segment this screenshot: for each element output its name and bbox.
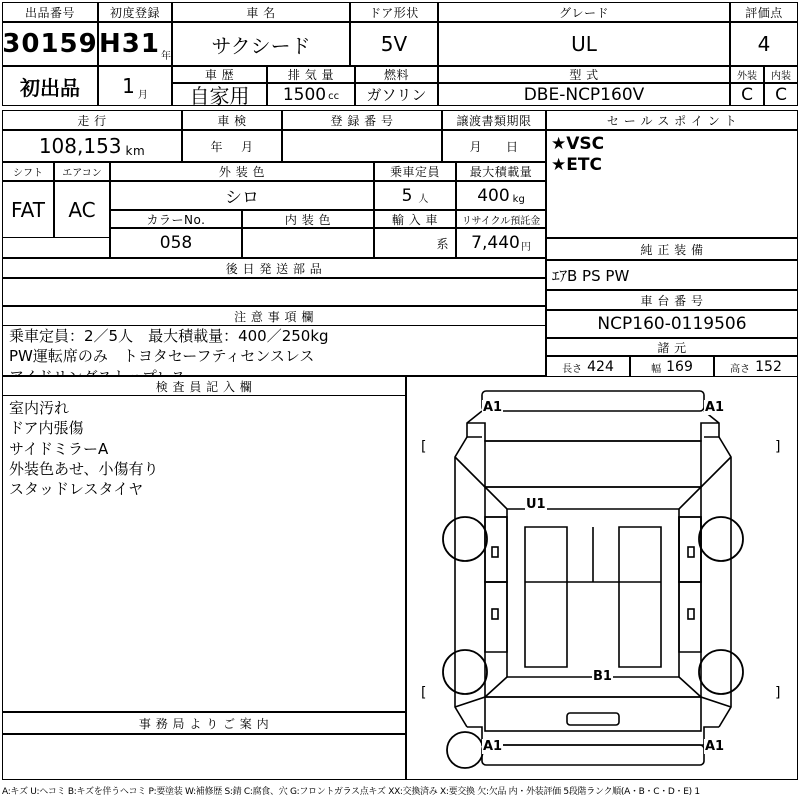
door-value: 5V	[350, 22, 438, 66]
recycle-unit: 円	[520, 242, 531, 253]
length-label: 長さ	[562, 363, 583, 375]
recycle-label: リサイクル預託金	[456, 210, 546, 228]
damage-mark: A1	[705, 739, 725, 754]
load-value-cell	[456, 181, 546, 210]
mileage-value-cell	[2, 130, 182, 162]
car-outline-svg	[407, 377, 797, 779]
damage-mark: U1	[526, 497, 546, 512]
sales-point-list	[546, 130, 798, 238]
height-value: 152	[755, 359, 782, 375]
inspector-body	[2, 396, 406, 712]
seats-value-cell	[374, 181, 456, 210]
grade-value: UL	[438, 22, 730, 66]
transfer-month-unit: 月	[469, 139, 482, 154]
inspection-value-cell	[182, 130, 282, 162]
recycle-value-cell	[456, 228, 546, 258]
inspector-label: 検 査 員 記 入 欄	[2, 376, 406, 396]
import-value-cell	[374, 228, 456, 258]
reg-month-cell	[98, 66, 172, 106]
damage-mark: B1	[593, 669, 612, 684]
chassis-label: 車 台 番 号	[546, 290, 798, 310]
aircon-value: AC	[54, 181, 110, 238]
fuel-label: 燃料	[355, 66, 438, 83]
inspection-label: 車 検	[182, 110, 282, 130]
bracket-mark: [	[421, 439, 427, 455]
shift-label: シフト	[2, 162, 54, 181]
shift-value: FAT	[2, 181, 54, 238]
ext-grade-label: 外装	[730, 66, 764, 83]
spec-label: 諸 元	[546, 338, 798, 356]
import-unit: 系	[436, 236, 449, 251]
aircon-label: エアコン	[54, 162, 110, 181]
reg-year-value: H31	[99, 29, 160, 59]
reg-year-unit: 年	[160, 51, 171, 62]
seats-label: 乗車定員	[374, 162, 456, 181]
int-grade-label: 内装	[764, 66, 798, 83]
intcolor-value	[242, 228, 374, 258]
caution-label: 注 意 事 項 欄	[2, 306, 546, 326]
length-cell	[546, 356, 630, 378]
model-label: 型 式	[438, 66, 730, 83]
length-value: 424	[587, 359, 614, 375]
damage-diagram-panel	[406, 376, 798, 780]
inspector-line: スタッドレスタイヤ	[9, 480, 144, 498]
later-parts-label	[2, 238, 110, 258]
transfer-day-unit: 日	[506, 139, 519, 154]
width-value: 169	[666, 359, 693, 375]
bracket-mark: [	[421, 685, 427, 701]
displacement-unit: cc	[328, 91, 340, 102]
damage-mark: A1	[483, 739, 503, 754]
recycle-value: 7,440	[471, 233, 520, 253]
extcolor-label: 外 装 色	[110, 162, 374, 181]
sales-point-item: ★VSC	[551, 134, 605, 154]
import-label: 輸 入 車	[374, 210, 456, 228]
inspection-month-unit: 月	[241, 139, 254, 154]
inspector-line: 室内汚れ	[9, 399, 70, 417]
damage-mark: A1	[483, 400, 503, 415]
car-name-value: サクシード	[172, 22, 350, 66]
reg-year-cell	[98, 22, 172, 66]
intcolor-label: 内 装 色	[242, 210, 374, 228]
caution-line: 乗車定員：2／5人 最大積載量：400／250kg	[9, 327, 329, 345]
bracket-mark: ]	[775, 439, 781, 455]
mileage-label: 走 行	[2, 110, 182, 130]
fuel-value: ガソリン	[355, 83, 438, 106]
score-label: 評価点	[730, 2, 798, 22]
later-parts-header: 後 日 発 送 部 品	[2, 258, 546, 278]
history-value: 自家用	[172, 83, 267, 106]
history-label: 車 歴	[172, 66, 267, 83]
displacement-value-cell	[267, 83, 355, 106]
reg-month-unit: 月	[137, 90, 148, 101]
ext-grade-value: C	[730, 83, 764, 106]
score-value: 4	[730, 22, 798, 66]
sales-point-label: セ ー ル ス ポ イ ン ト	[546, 110, 798, 130]
displacement-label: 排 気 量	[267, 66, 355, 83]
load-unit: kg	[512, 194, 525, 205]
inspector-line: 外装色あせ、小傷有り	[9, 459, 159, 478]
lot-no-value: 30159	[2, 22, 98, 66]
model-value: DBE-NCP160V	[438, 83, 730, 106]
inspector-line: サイドミラーA	[9, 439, 109, 458]
sales-point-item: ★ETC	[551, 155, 602, 176]
colorno-label: カラーNo.	[110, 210, 242, 228]
genuine-equipment-label: 純 正 装 備	[546, 238, 798, 260]
damage-diagram	[407, 377, 797, 779]
transfer-value-cell	[442, 130, 546, 162]
legend-text: A:キズ U:ヘコミ B:キズを伴うヘコミ P:要塗装 W:補修歴 S:錆 C:腐食、穴 G:フロントガラス点キズ XX:交換済み X:要交換 欠:欠品 内・外装評価 5段階ランク順(A・B・C・D・E) 1	[2, 787, 700, 797]
transfer-label: 譲渡書類期限	[442, 110, 546, 130]
seats-value: 5	[401, 185, 413, 206]
mileage-value: 108,153	[38, 134, 122, 158]
inspection-year-unit: 年	[210, 139, 223, 154]
caution-line: PW運転席のみ トヨタセーフティセンスレス	[9, 347, 315, 366]
inspector-line: ドア内張傷	[9, 419, 84, 438]
load-value: 400	[477, 185, 510, 206]
reg-month-value: 1	[122, 74, 135, 98]
load-label: 最大積載量	[456, 162, 546, 181]
grade-label: グレード	[438, 2, 730, 22]
reg-label: 初度登録	[98, 2, 172, 22]
later-parts-value	[2, 278, 546, 306]
caution-body	[2, 326, 546, 376]
chassis-value: NCP160-0119506	[546, 310, 798, 338]
width-cell	[630, 356, 714, 378]
genuine-equipment-value: ｴｱB PS PW	[546, 260, 798, 290]
colorno-value: 058	[110, 228, 242, 258]
first-listing-badge: 初出品	[2, 66, 98, 106]
office-notice-body	[2, 734, 406, 780]
car-name-label: 車 名	[172, 2, 350, 22]
damage-mark: A1	[705, 400, 725, 415]
regno-value	[282, 130, 442, 162]
width-label: 幅	[651, 363, 662, 375]
regno-label: 登 録 番 号	[282, 110, 442, 130]
mileage-unit: km	[125, 144, 146, 158]
seats-unit: 人	[418, 194, 429, 205]
door-label: ドア形状	[350, 2, 438, 22]
height-cell	[714, 356, 798, 378]
lot-no-label: 出品番号	[2, 2, 98, 22]
height-label: 高さ	[730, 363, 751, 375]
displacement-value: 1500	[282, 84, 327, 105]
bracket-mark: ]	[775, 685, 781, 701]
int-grade-value: C	[764, 83, 798, 106]
extcolor-value: シロ	[110, 181, 374, 210]
office-notice-label: 事 務 局 よ り ご 案 内	[2, 712, 406, 734]
